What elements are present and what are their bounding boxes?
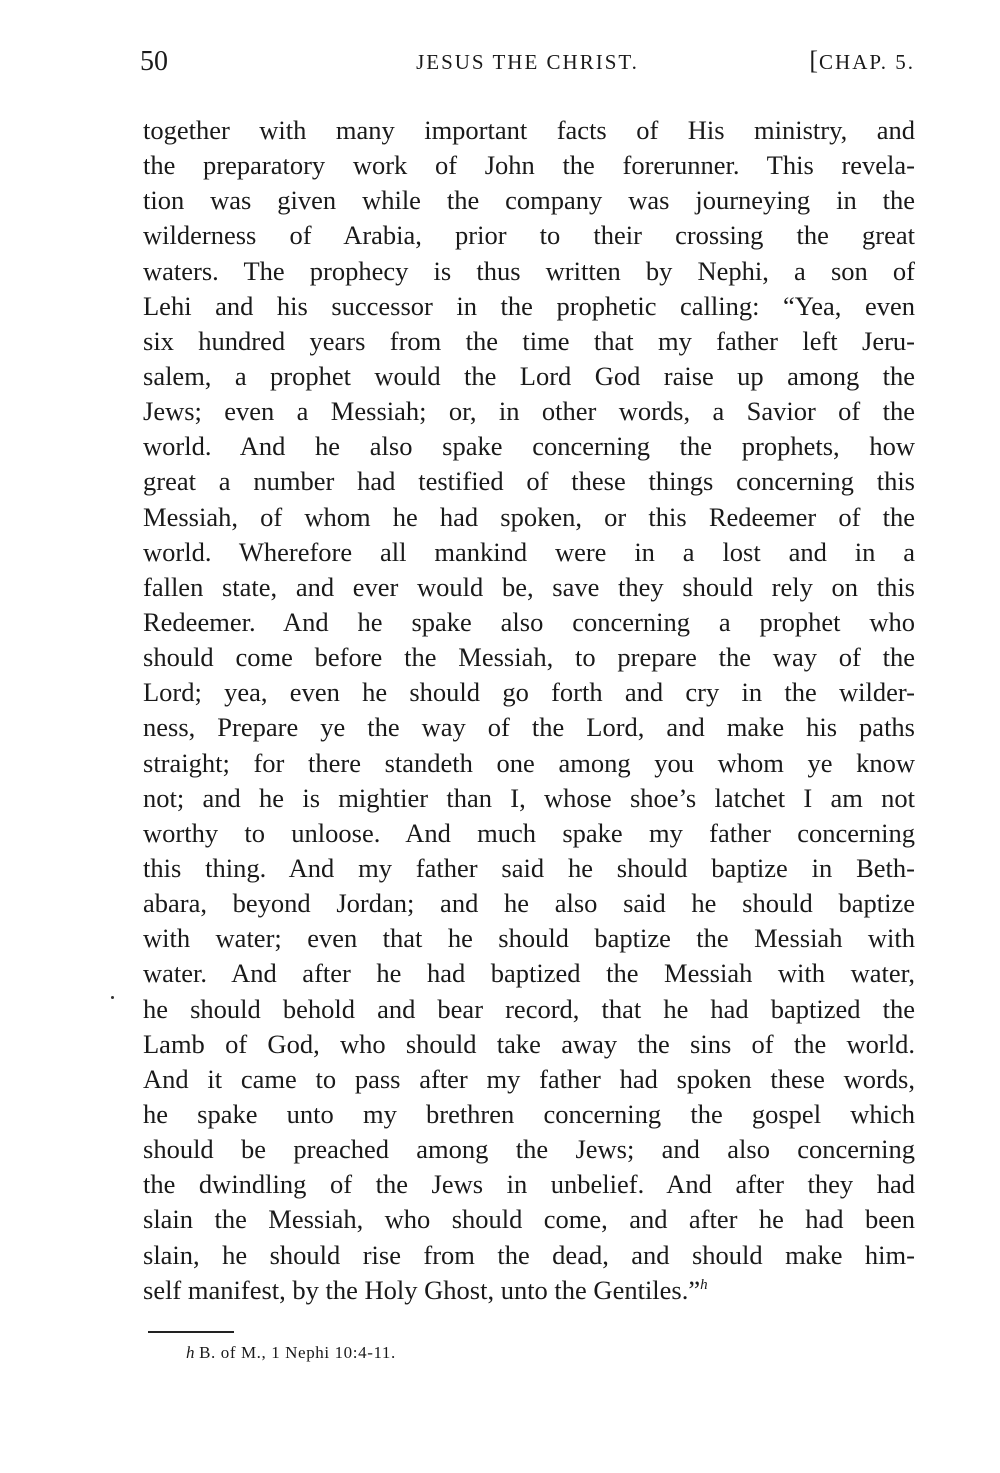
text-line: with water; even that he should baptize the Messiah with [143,923,915,954]
footnote [186,1343,396,1363]
text-line: the dwindling of the Jews in unbelief. And after they had [143,1169,915,1200]
text-line: salem, a prophet would the Lord God raise up among the [143,360,915,391]
text-line: should be preached among the Jews; and also concerning [143,1134,915,1165]
text-line: straight; for there standeth one among you whom ye know [143,747,915,778]
footnote-reference[interactable]: h [700,1276,708,1293]
text-line: Messiah, of whom he had spoken, or this Redeemer of the [143,501,915,532]
text-line: tion was given while the company was journeying in the [143,185,915,216]
text-line: Jews; even a Messiah; or, in other words, a Savior of the [143,396,915,427]
text-line: ness, Prepare ye the way of the Lord, and make his paths [143,712,915,743]
text-line-content: self manifest, by the Holy Ghost, unto the Gentiles.” [143,1274,701,1305]
text-line-last [143,1273,915,1308]
text-line: wilderness of Arabia, prior to their crossing the great [143,220,915,251]
text-line: abara, beyond Jordan; and he also said he should baptize [143,888,915,919]
text-line: great a number had testified of these things concerning this [143,466,915,497]
text-line: slain the Messiah, who should come, and after he had been [143,1204,915,1235]
text-line: slain, he should rise from the dead, and should make him- [143,1239,915,1270]
footnote-divider [148,1331,234,1333]
chapter-reference [809,46,915,76]
text-line: he spake unto my brethren concerning the gospel which [143,1098,915,1129]
text-line: fallen state, and ever would be, save they should rely on this [143,571,915,602]
print-speck [111,996,114,999]
text-line: waters. The prophecy is thus written by Nephi, a son of [143,255,915,286]
text-line: And it came to pass after my father had spoken these words, [143,1063,915,1094]
text-line: should come before the Messiah, to prepare the way of the [143,642,915,673]
page-number: 50 [140,46,168,77]
text-line: world. Wherefore all mankind were in a lost and in a [143,536,915,567]
text-line: water. And after he had baptized the Messiah with water, [143,958,915,989]
footnote-text: B. of M., 1 Nephi 10:4-11. [199,1343,396,1362]
body-text [143,113,915,1308]
text-line: Redeemer. And he spake also concerning a prophet who [143,606,915,637]
text-line: six hundred years from the time that my father left Jeru- [143,325,915,356]
text-line: this thing. And my father said he should baptize in Beth- [143,852,915,883]
text-line: world. And he also spake concerning the prophets, how [143,431,915,462]
text-line: Lamb of God, who should take away the sins of the world. [143,1028,915,1059]
text-line: the preparatory work of John the forerunner. This revela- [143,150,915,181]
chapter-bracket: [ [809,46,820,75]
chapter-label: CHAP. 5. [819,50,915,74]
footnote-marker: h [186,1343,196,1362]
text-line: he should behold and bear record, that he had baptized the [143,993,915,1024]
text-line: Lehi and his successor in the prophetic calling: “Yea, even [143,290,915,321]
text-line: worthy to unloose. And much spake my father concerning [143,817,915,848]
text-line: Lord; yea, even he should go forth and cry in the wilder- [143,677,915,708]
running-title: JESUS THE CHRIST. [416,50,639,74]
text-line: together with many important facts of His ministry, and [143,115,915,145]
running-header [140,46,915,86]
text-line: not; and he is mightier than I, whose shoe’s latchet I am not [143,782,915,813]
